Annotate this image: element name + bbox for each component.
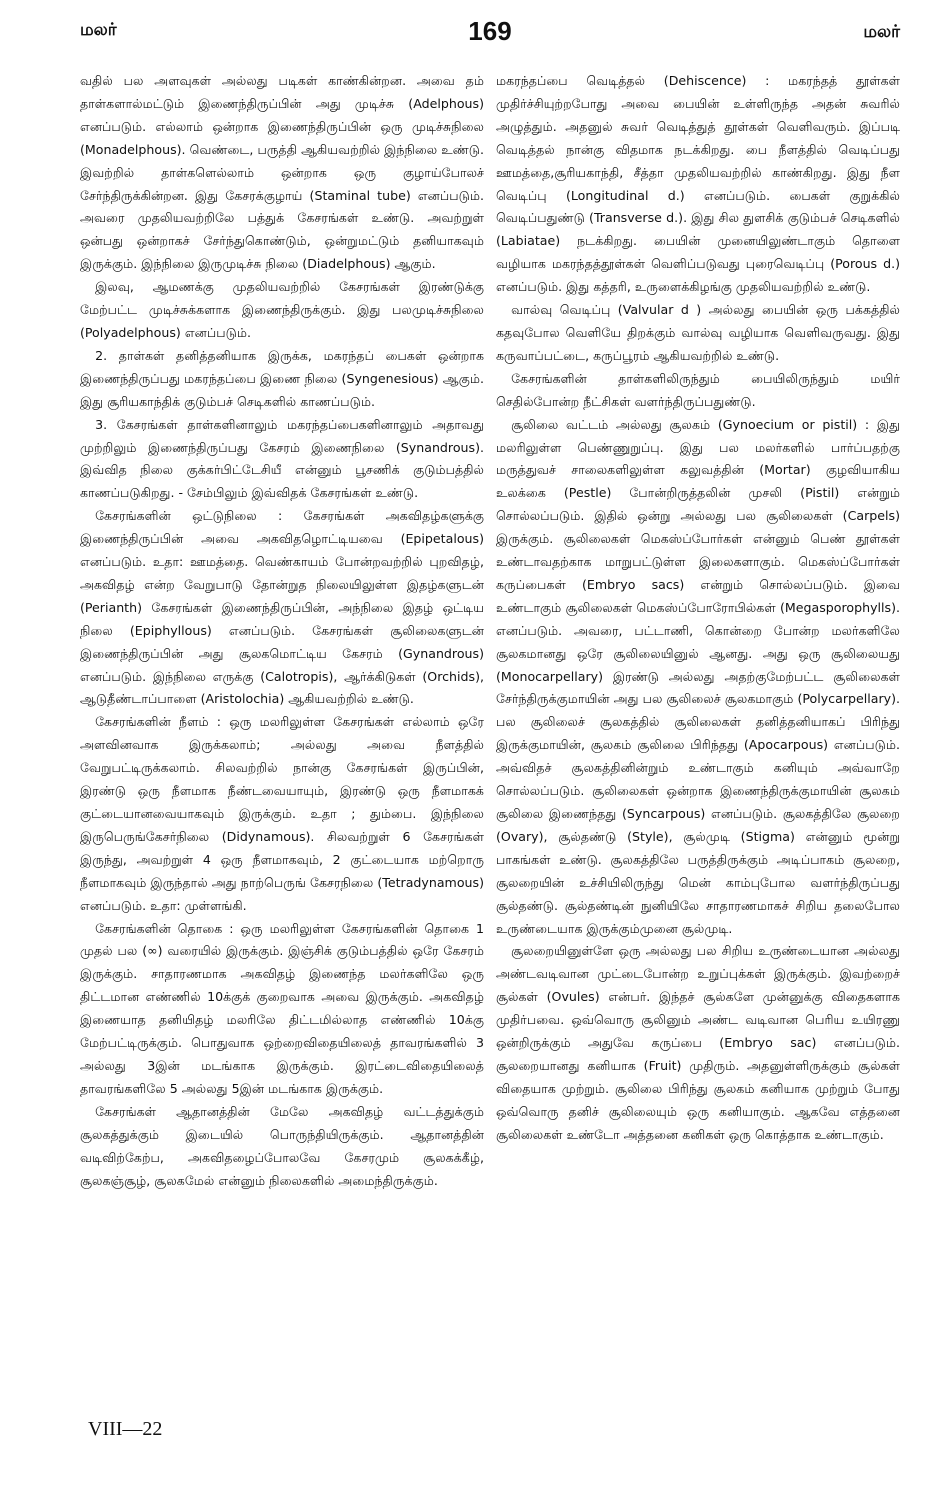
paragraph: கேசரங்கள் ஆதானத்தின் மேலே அகவிதழ் வட்டத்துக்கும் சூலகத்துக்கும் இடையில் பொருந்தியிருக்கும். ஆதானத்தின் வடிவிற்கேற்ப, அகவிதழைப்போலவே கேசரமும் சூலகக்கீழ், சூலகஞ்சூழ், சூலகமேல் என்னும் நிலைகளில் அமைந்திருக்கும்.: [80, 1103, 484, 1188]
paragraph: மகரந்தப்பை வெடித்தல் (Dehiscence) : மகரந்தத் தூள்கள் முதிர்ச்சியுற்றபோது அவை பையின் உள்ளிருந்த அதன் சுவரில் அழுத்தும். அதனுல் சுவர் வெடித்துத் தூள்கள் வெளிவரும். இப்படி வெடித்தல் நான்கு விதமாக நடக்கிறது. பை நீளத்தில் வெடிப்பது ஊமத்தை,சூரியகாந்தி, சீத்தா முதலியவற்றில் காண்கிறது. இது நீள வெடிப்பு (Longitudinal d.) எனப்படும். பைகள் குறுக்கில் வெடிப்பதுண்டு (Transverse d.). இது சில துளசிக் குடும்பச் செடிகளில் (Labiatae) நடக்கிறது. பையின் முனையிலுண்டாகும் தொளை வழியாக மகரந்தத்தூள்கள் வெளிப்படுவது புரைவெடிப்பு (Porous d.) எனப்படும். இது கத்தரி, உருளைக்கிழங்கு முதலியவற்றில் உண்டு.: [496, 73, 900, 295]
paragraph: இலவு, ஆமணக்கு முதலியவற்றில் கேசரங்கள் இரண்டுக்கு மேற்பட்ட முடிச்சுக்களாக இணைந்திருக்கும். இது பலமுடிச்சுநிலை (Polyadelphous) எனப்படும்.: [80, 279, 484, 340]
paragraph: 3. கேசரங்கள் தாள்களினாலும் மகரந்தப்பைகளினாலும் அதாவது முற்றிலும் இணைந்திருப்பது கேசரம் இணைநிலை (Synandrous). இவ்வித நிலை குக்கர்பிட்டேசியீ என்னும் பூசணிக் குடும்பத்தில் காணப்படுகிறது. - சேம்பிலும் இவ்விதக் கேசரங்கள் உண்டு.: [80, 416, 484, 501]
running-head-right: மலர்: [863, 22, 900, 42]
right-column: [496, 70, 900, 1192]
paragraph: வதில் பல அளவுகள் அல்லது படிகள் காண்கின்றன. அவை தம் தாள்களால்மட்டும் இணைந்திருப்பின் அது முடிச்சு (Adelphous) எனப்படும். எல்லாம் ஒன்றாக இணைந்திருப்பின் ஒரு முடிச்சுநிலை (Monadelphous). வெண்டை, பருத்தி ஆகியவற்றில் இந்நிலை உண்டு. இவற்றில் தாள்களெல்லாம் ஒன்றாக ஒரு குழாய்போலச் சேர்ந்திருக்கின்றன. இது கேசரக்குழாய் (Staminal tube) எனப்படும். அவரை முதலியவற்றிலே பத்துக் கேசரங்கள் உண்டு. அவற்றுள் ஒன்பது ஒன்றாகச் சேர்ந்துகொண்டும், ஒன்றுமட்டும் தனியாகவும் இருக்கும். இந்நிலை இருமுடிச்சு நிலை (Diadelphous) ஆகும்.: [80, 73, 484, 272]
page-number: 169: [468, 16, 512, 46]
page-header: [80, 16, 900, 52]
paragraph: சூலறையினுள்ளே ஒரு அல்லது பல சிறிய உருண்டையான அல்லது அண்டவடிவான முட்டைபோன்ற உறுப்புக்கள் இருக்கும். இவற்றைச் சூல்கள் (Ovules) என்பர். இந்தச் சூல்களே முன்னுக்கு விதைகளாக முதிர்பவை. ஒவ்வொரு சூலினும் அண்ட வடிவான பெரிய உயிரணு ஒன்றிருக்கும் அதுவே கருப்பை (Embryo sac) எனப்படும். சூலறையானது கனியாக (Fruit) முதிரும். அதனுள்ளிருக்கும் சூல்கள் விதையாக முற்றும். சூலிலை பிரிந்து சூலகம் கனியாக முற்றும் போது ஒவ்வொரு தனிச் சூலிலையும் ஒரு கனியாகும். ஆகவே எத்தனை சூலிலைகள் உண்டோ அத்தனை கனிகள் ஒரு கொத்தாக உண்டாகும்.: [496, 943, 900, 1142]
paragraph: 2. தாள்கள் தனித்தனியாக இருக்க, மகரந்தப் பைகள் ஒன்றாக இணைந்திருப்பது மகரந்தப்பை இணை நிலை (Syngenesious) ஆகும். இது சூரியகாந்திக் குடும்பச் செடிகளில் காணப்படும்.: [80, 347, 484, 409]
paragraph: கேசரங்களின் நீளம் : ஒரு மலரிலுள்ள கேசரங்கள் எல்லாம் ஒரே அளவினவாக இருக்கலாம்; அல்லது அவை நீளத்தில் வேறுபட்டிருக்கலாம். சிலவற்றில் நான்கு கேசரங்கள் இருப்பின், இரண்டு ஒரு நீளமாக நீண்டவையாயும், இரண்டு ஒரு நீளமாகக் குட்டையானவையாகவும் இருக்கும். உதா ; தும்பை. இந்நிலை இருபெருங்கேசர்நிலை (Didynamous). சிலவற்றுள் 6 கேசரங்கள் இருந்து, அவற்றுள் 4 ஒரு நீளமாகவும், 2 குட்டையாக மற்றொரு நீளமாகவும் இருந்தால் அது நாற்பெருங் கேசரநிலை (Tetradynamous) எனப்படும். உதா: முள்ளங்கி.: [80, 714, 484, 913]
paragraph: கேசரங்களின் தாள்களிலிருந்தும் பையிலிருந்தும் மயிர் செதில்போன்ற நீட்சிகள் வளர்ந்திருப்பதுண்டு.: [496, 370, 900, 409]
left-column: [80, 70, 484, 1192]
paragraph: கேசரங்களின் தொகை : ஒரு மலரிலுள்ள கேசரங்களின் தொகை 1 முதல் பல (∞) வரையில் இருக்கும். இஞ்சிக் குடும்பத்தில் ஒரே கேசரம் இருக்கும். சாதாரணமாக அகவிதழ் இணைந்த மலர்களிலே ஒரு திட்டமான எண்ணில் 10க்குக் குறைவாக அவை இருக்கும். அகவிதழ் இணையாத தனியிதழ் மலரிலே திட்டமில்லாத எண்ணில் 10க்கு மேற்பட்டிருக்கும். பொதுவாக ஒற்றைவிதையிலைத் தாவரங்களில் 3 அல்லது 3இன் மடங்காக இருக்கும். இரட்டைவிதையிலைத் தாவரங்களிலே 5 அல்லது 5இன் மடங்காக இருக்கும்.: [80, 920, 484, 1096]
signature-mark: VIII—22: [88, 1418, 163, 1440]
paragraph: கேசரங்களின் ஒட்டுநிலை : கேசரங்கள் அகவிதழ்களுக்கு இணைந்திருப்பின் அவை அகவிதழொட்டியவை (Epipetalous) எனப்படும். உதா: ஊமத்தை. வெண்காயம் போன்றவற்றில் புறவிதழ், அகவிதழ் என்ற வேறுபாடு தோன்றுத நிலையிலுள்ள இதழ்களுடன் (Perianth) கேசரங்கள் இணைந்திருப்பின், அந்நிலை இதழ் ஒட்டிய நிலை (Epiphyllous) எனப்படும். கேசரங்கள் சூலிலைகளுடன் இணைந்திருப்பின் அது சூலகமொட்டிய கேசரம் (Gynandrous) எனப்படும். இந்நிலை எருக்கு (Calotropis), ஆர்க்கிடுகள் (Orchids), ஆடுதீண்டாப்பாளை (Aristolochia) ஆகியவற்றில் உண்டு.: [80, 508, 484, 707]
paragraph: சூலிலை வட்டம் அல்லது சூலகம் (Gynoecium or pistil) : இது மலரிலுள்ள பெண்ணுறுப்பு. இது பல மலர்களில் பார்ப்பதற்கு மருத்துவச் சாலைகளிலுள்ள கலுவத்தின் (Mortar) குழவியாகிய உலக்கை (Pestle) போன்றிருத்தலின் முசலி (Pistil) என்றும் சொல்லப்படும். இதில் ஒன்று அல்லது பல சூலிலைகள் (Carpels) இருக்கும். சூலிலைகள் மெகஸ்ப்போர்கள் என்னும் பெண் தூள்கள் உண்டாவதற்காக மாறுபட்டுள்ள இலைகளாகும். மெகஸ்ப்போர்கள் கருப்பைகள் (Embryo sacs) என்றும் சொல்லப்படும். இவை உண்டாகும் சூலிலைகள் மெகஸ்ப்போரோபில்கள் (Megasporophylls). எனப்படும். அவரை, பட்டாணி, கொன்றை போன்ற மலர்களிலே சூலகமானது ஒரே சூலிலையினுல் ஆனது. அது ஒரு சூலிலையது (Monocarpellary) இரண்டு அல்லது அதற்குமேற்பட்ட சூலிலைகள் சேர்ந்திருக்குமாயின் அது பல சூலிலைச் சூலகமாகும் (Polycarpellary). பல சூலிலைச் சூலகத்தில் சூலிலைகள் தனித்தனியாகப் பிரிந்து இருக்குமாயின், சூலகம் சூலிலை பிரிந்தது (Apocarpous) எனப்படும். அவ்விதச் சூலகத்தினின்றும் உண்டாகும் கனியும் அவ்வாறே சொல்லப்படும். சூலிலைகள் ஒன்றாக இணைந்திருக்குமாயின் சூலகம் சூலிலை இணைந்தது (Syncarpous) எனப்படும். சூலகத்திலே சூலறை (Ovary), சூல்தண்டு (Style), சூல்முடி (Stigma) என்னும் மூன்று பாகங்கள் உண்டு. சூலகத்திலே பருத்திருக்கும் அடிப்பாகம் சூலறை, சூலறையின் உச்சியிலிருந்து மென் காம்புபோல வளர்ந்திருப்பது சூல்தண்டு. சூல்தண்டின் நுனியிலே சாதாரணமாகச் சிறிய தலைபோல உருண்டையாக இருக்கும்முனை சூல்முடி.: [496, 416, 900, 936]
paragraph: வால்வு வெடிப்பு (Valvular d ) அல்லது பையின் ஒரு பக்கத்தில் கதவுபோல வெளியே திறக்கும் வால்வு வழியாக வெளிவருவது. இது கருவாப்பட்டை, கருப்பூரம் ஆகியவற்றில் உண்டு.: [496, 302, 900, 363]
running-head-left: மலர்: [80, 20, 117, 40]
text-columns: [80, 70, 900, 1192]
